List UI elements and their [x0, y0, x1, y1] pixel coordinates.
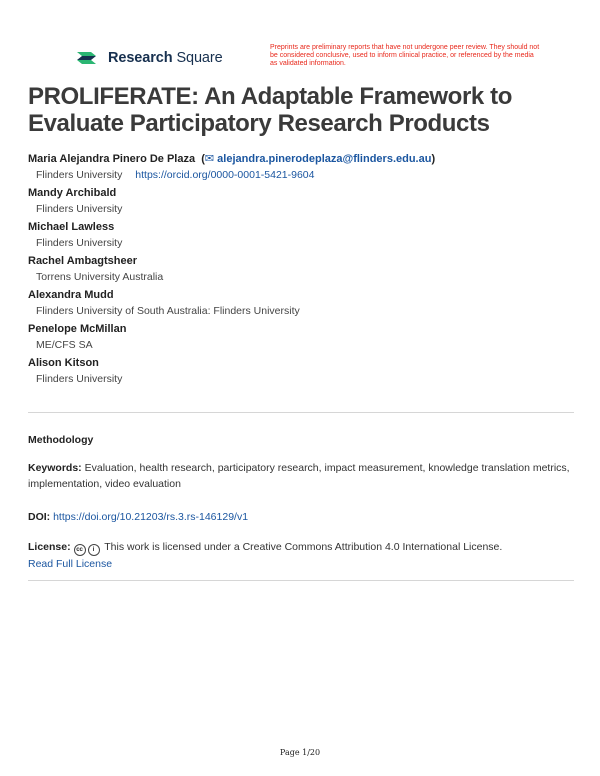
- keywords-section: [28, 460, 574, 492]
- author-email-link[interactable]: alejandra.pinerodeplaza@flinders.edu.au: [217, 153, 432, 165]
- keywords-text: Evaluation, health research, participatory research, impact measurement, knowledge translation metrics, implementation, video evaluation: [28, 462, 570, 490]
- logo-wordmark: Research Square: [108, 50, 223, 66]
- divider: [28, 412, 574, 413]
- author-entry: [28, 185, 573, 217]
- keywords-label: Keywords:: [28, 462, 82, 474]
- research-square-logo[interactable]: [75, 48, 223, 68]
- page-number: Page 1/20: [279, 748, 321, 757]
- author-entry: [28, 321, 573, 353]
- author-entry: [28, 253, 573, 285]
- divider: [28, 580, 574, 581]
- author-entry: [28, 355, 573, 387]
- author-affiliation: ME/CFS SA: [36, 339, 93, 351]
- author-affiliation: Flinders University: [36, 237, 123, 249]
- doi-label: DOI:: [28, 511, 51, 523]
- author-name: Maria Alejandra Pinero De Plaza: [28, 153, 196, 165]
- license-text: This work is licensed under a Creative Commons Attribution 4.0 International License.: [104, 541, 503, 553]
- author-name: Michael Lawless: [28, 221, 115, 233]
- author-affiliation: Flinders University of South Australia: Flinders University: [36, 305, 300, 317]
- research-square-logo-icon: [75, 48, 103, 68]
- license-label: License:: [28, 541, 71, 553]
- author-list: [28, 151, 573, 389]
- author-entry: [28, 219, 573, 251]
- envelope-icon: ✉: [204, 153, 215, 165]
- author-name: Mandy Archibald: [28, 187, 117, 199]
- author-name: Rachel Ambagtsheer: [28, 255, 138, 267]
- author-affiliation: Flinders University: [36, 373, 123, 385]
- author-entry: Maria Alejandra Pinero De Plaza (✉ alejandra.pinerodeplaza@flinders.edu.au) Flinders University https://orcid.org/0000-0001-5421-9604: [28, 153, 436, 181]
- by-icon: i: [88, 544, 100, 556]
- paper-title: PROLIFERATE: An Adaptable Framework to Evaluate Participatory Research Products: [28, 83, 512, 137]
- read-full-license-link[interactable]: Read Full License: [28, 558, 113, 570]
- cc-icon: cc: [74, 544, 86, 556]
- author-affiliation: Flinders University: [36, 169, 123, 181]
- article-type: Methodology: [28, 434, 94, 446]
- preprint-notice: Preprints are preliminary reports that have not undergone peer review. They should not be considered conclusive, used to inform clinical practice, or referenced by the media as validated information.: [270, 44, 540, 67]
- doi-section: [28, 509, 574, 525]
- author-name: Alison Kitson: [28, 357, 99, 369]
- author-entry: [28, 287, 573, 319]
- author-affiliation: Torrens University Australia: [36, 271, 164, 283]
- orcid-link[interactable]: https://orcid.org/0000-0001-5421-9604: [135, 169, 315, 181]
- author-name: Alexandra Mudd: [28, 289, 114, 301]
- license-section: [28, 539, 574, 572]
- author-name: Penelope McMillan: [28, 323, 127, 335]
- doi-link[interactable]: https://doi.org/10.21203/rs.3.rs-146129/v1: [53, 511, 249, 523]
- author-affiliation: Flinders University: [36, 203, 123, 215]
